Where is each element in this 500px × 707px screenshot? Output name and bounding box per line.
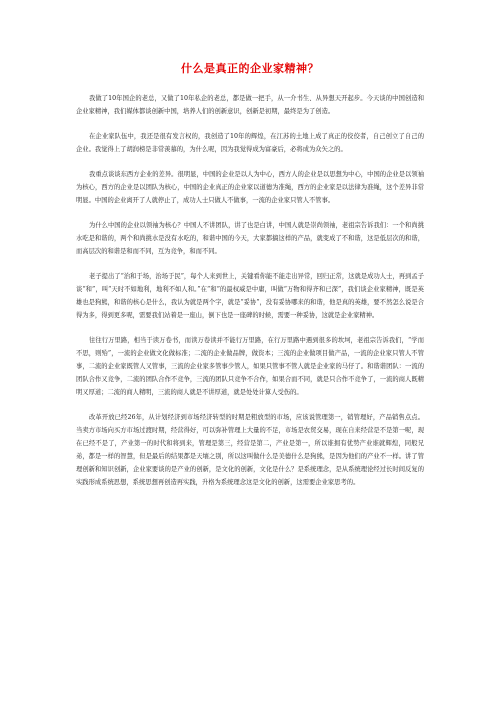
paragraph: 老子提出了“治和于场，治场于民”，每个人来到世上，关键看你能不能走出异常，回归正常，这就是成功人士，再到孟子谈“和”，叫“天时不如地利，地利不如人和。”在“和”的最权威是中庸，叫做“万物和得齐和已深”，我们谈企业家精神，既是英雄也是狗熊，和谐的核心是什么，我认为就是两个字，就是“妥协”，没有妥协哪来的和谐，他是真的英雄，要不然怎么说是合得为多，得到更多呢，需要我们站着是一座山，倒下也是一座碑的时候，需要一种妥协，这就是企业家精神。: [76, 273, 424, 319]
paragraph: 我做了10年国企的老总，又做了10年私企的老总，都是做一把手，从一介书生、从异想天开起步。今天谈的中国创造和企业家精神，我们媒体都谈创新中国，培养人们的创新意识，创新是初期，最终是为了创造。: [76, 95, 424, 115]
paragraph: 我重点谈谈东西方企业的差异。很明显，中国的企业是以人为中心，西方人的企业是以思想为中心，中国的企业是以领袖为核心，西方的企业是以团队为核心，中国的企业真正的企业家以道德为准绳，西方的企业家是以法律为准绳，这个差异非常明显。中国的企业离开了人就停止了，成功人士只做人不做事，一流的企业家只管人不管事。: [76, 171, 424, 204]
paragraph: 往往行万里路，相当于读万卷书，而读万卷读并不能行万里路，在行万里路中遇到很多的坎坷，老祖宗告诉我们，“学而不思，则殆”，一流的企业做文化做标准；二流的企业做品牌，做资本；三流的企业做项目做产品，一流的企业家只管人不管事，二流的企业家既管人又管事，三流的企业家多管事少管人，如果只管事不管人就是企业家的马仔了。和谐谐团队：一流的团队合作又竞争，二流的团队合作不竞争，三流的团队只竞争不合作，如果合而不同，就是只合作不竞争了，一流的商人既精明又厚道；二流的商人精明，三流的商人就是不讲厚道，就是处处计算人受伤的。: [76, 337, 424, 396]
paragraph: 在企业家队伍中，我还是很有发言权的，我创造了10年的辉煌，在江苏的土地上成了真正的佼佼者，自己创立了自己的企业。我觉得上了胡润榜是非常羡慕的，为什么呢，因为我觉得成为富豪后，必将成为众矢之的。: [76, 133, 424, 153]
paragraph: 改革开放已经26年，从计划经济到市场经济转型的时期是粗放型的市场，应该说管理第一，销管理好，产品销售点点。当卖方市场向买方市场过渡时期，经营得好，可以弥补管理上大量的不足，市场是农贸交易，现在自来经营是不是第一呢，现在已经不是了，产业第一的时代和将到来，管理是第三，经营是第二，产业是第一，所以谁拥有优势产业谁就辉煌，同般兄弟，都是一样的智慧，但是最后的结果都是天壤之别，所以这叫做什么是美德什么是狗熊，是因为他们的产业不一样。讲了管理创新和知识创新，企业家要谈的是产业的创新，是文化的创新，文化是什么？是系统理念，是从系统理论经过长时间反复的实践形成系统思想，系统思想再创造再实践，升格为系统理念这是文化的创新，这需要企业家思考的。: [76, 414, 424, 486]
document-title: 什么是真正的企业家精神？: [181, 62, 319, 75]
paragraph: 为什么中国的企业以领袖为核心？中国人不讲团队，讲了也是白讲，中国人就是崇尚领袖，老祖宗告诉我们：一个和尚挑水吃是和谐的，两个和尚挑水是没有水吃的，和谐中国的今天，大家都搞这样的产品，就变成了不和谐，这是低层次的和谐，而高层次的和谐是和而不同，互为竞争，和而不同。: [76, 222, 424, 255]
